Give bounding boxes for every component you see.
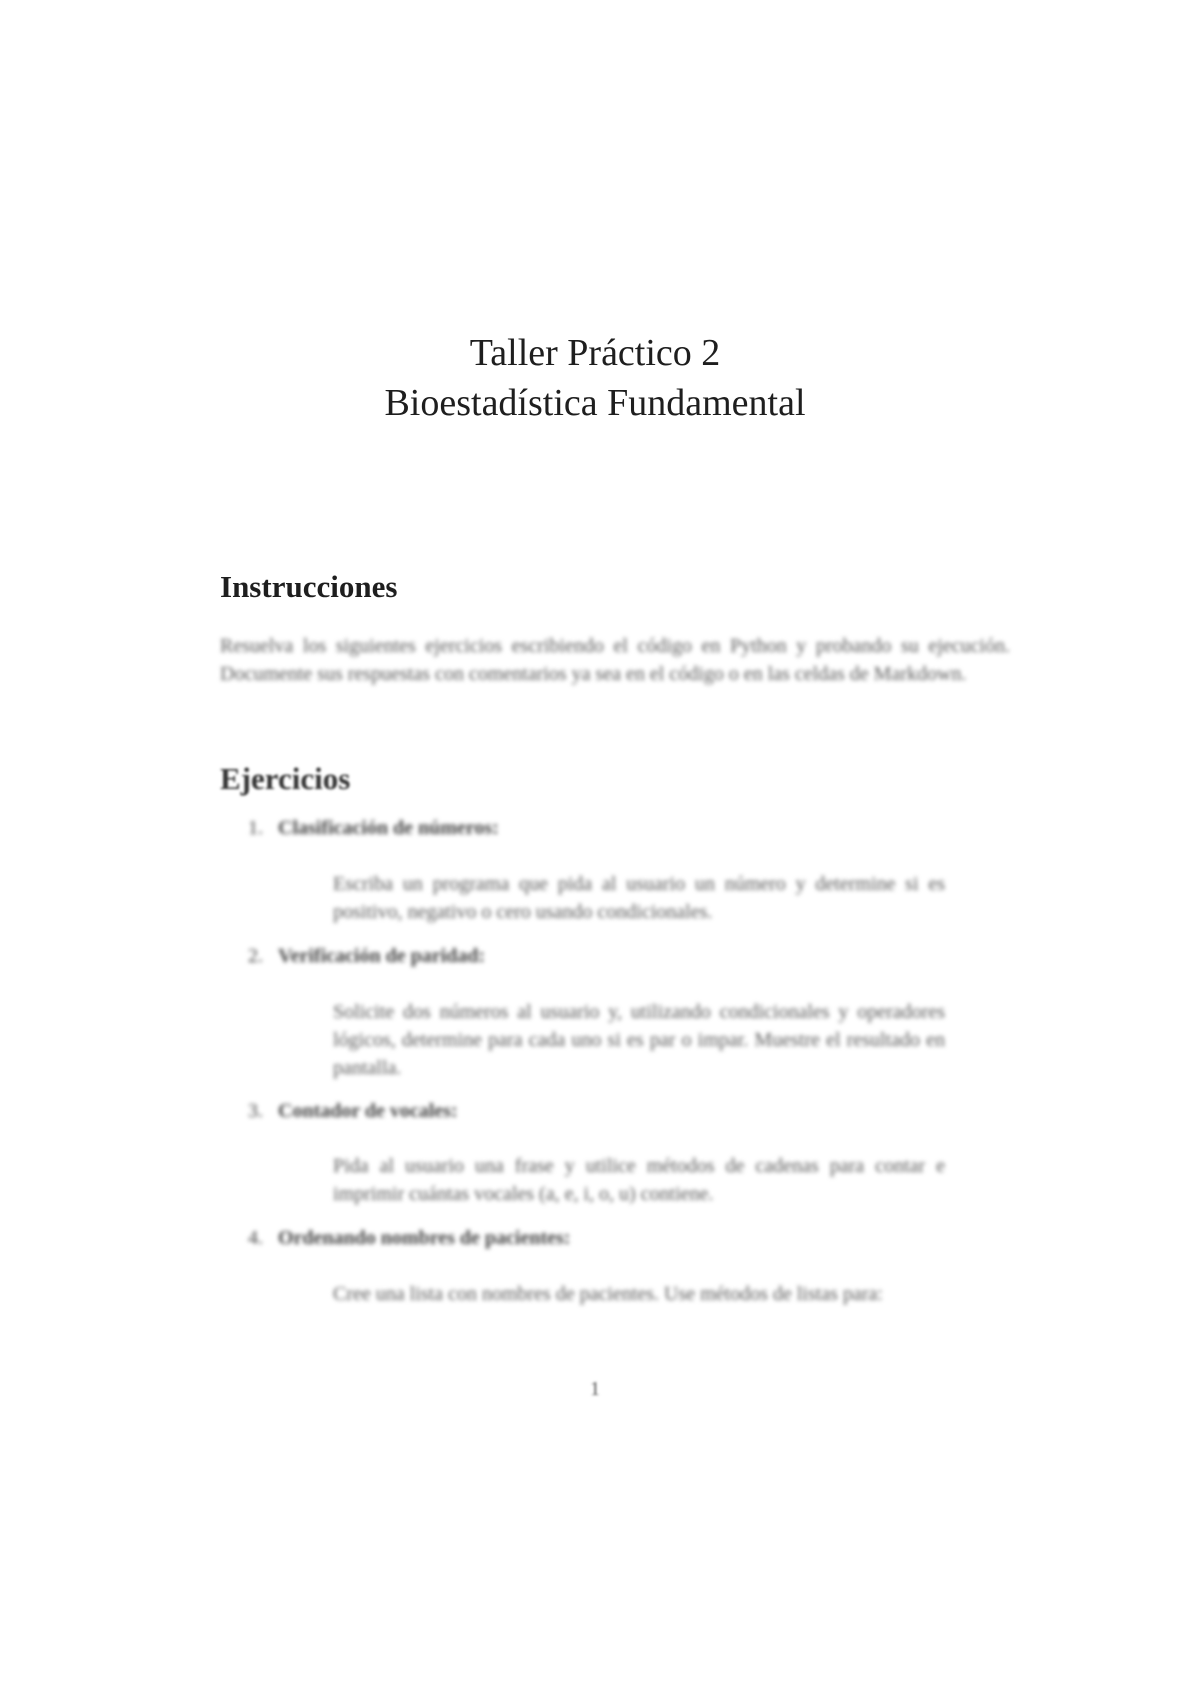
title-line-1: Taller Práctico 2 (469, 332, 721, 374)
ejercicios-heading: Ejercicios (220, 761, 351, 796)
instrucciones-paragraph: Resuelva los siguientes ejercicios escribiendo el código en Python y probando su ejecución. Documente sus respuestas con comentarios ya sea en el código o en las celdas de Markdown. (220, 635, 1010, 685)
exercise-3-title (248, 1097, 458, 1125)
exercise-2-title (248, 942, 485, 970)
exercise-3-description: Pida al usuario una frase y utilice métodos de cadenas para contar e imprimir cuántas vocales (a, e, i, o, u) contiene. (333, 1155, 945, 1205)
exercise-3-title-text: Contador de vocales: (278, 1100, 458, 1122)
exercise-4-title-text: Ordenando nombres de pacientes: (278, 1227, 571, 1249)
exercise-1-title (248, 814, 499, 842)
exercise-1-number: 1. (248, 817, 263, 839)
page-number: 1 (590, 1378, 600, 1400)
exercise-2-description: Solicite dos números al usuario y, utilizando condicionales y operadores lógicos, determine para cada uno si es par o impar. Muestre el resultado en pantalla. (333, 1001, 945, 1079)
exercise-4-number: 4. (248, 1227, 263, 1249)
instrucciones-heading: Instrucciones (220, 569, 398, 604)
title-line-2: Bioestadística Fundamental (384, 382, 806, 424)
exercise-4-description: Cree una lista con nombres de pacientes. Use métodos de listas para: (333, 1283, 883, 1305)
exercise-3-number: 3. (248, 1100, 263, 1122)
exercise-1-title-text: Clasificación de números: (278, 817, 499, 839)
exercise-4-title (248, 1224, 570, 1252)
exercise-1-description: Escriba un programa que pida al usuario un número y determine si es positivo, negativo o cero usando condicionales. (333, 873, 945, 923)
document-title (0, 328, 1190, 428)
exercise-2-number: 2. (248, 945, 263, 967)
exercise-2-title-text: Verificación de paridad: (278, 945, 486, 967)
